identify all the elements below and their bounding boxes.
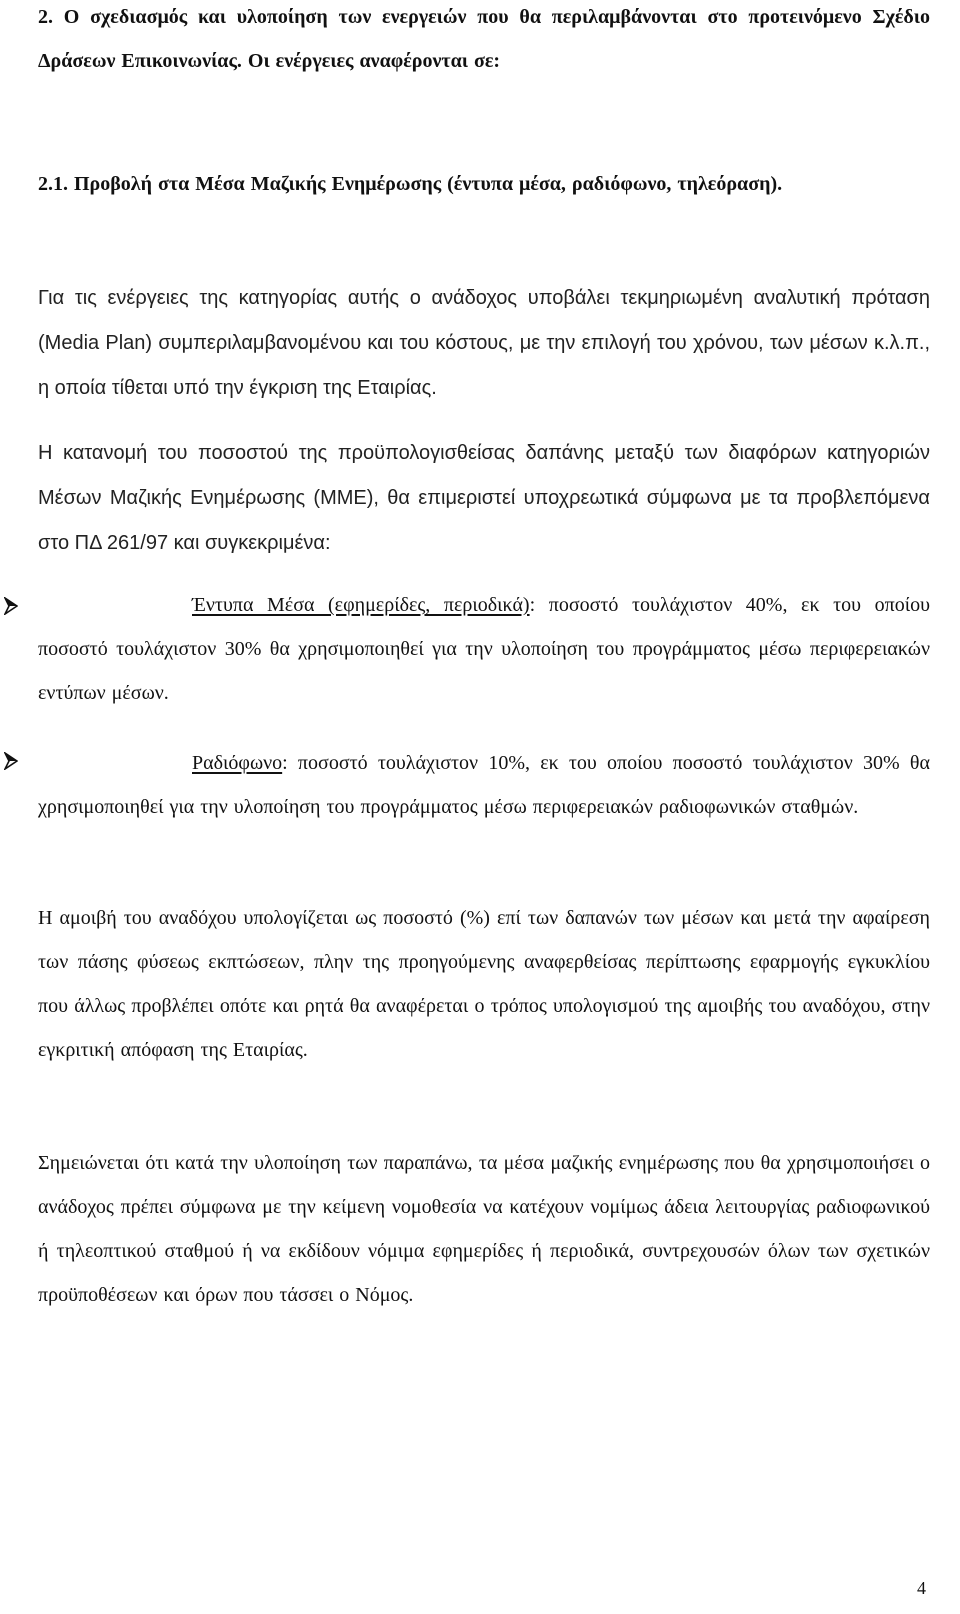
bullet-radio <box>38 741 930 829</box>
allocation-paragraph: Η κατανομή του ποσοστού της προϋπολογισθείσας δαπάνης μεταξύ των διαφόρων κατηγοριών Μέσων Μαζικής Ενημέρωσης (ΜΜΕ), θα επιμεριστεί υποχρεωτικά σύμφωνα με τα προβλεπόμενα στο ΠΔ 261/97 και συγκεκριμένα: <box>38 442 930 554</box>
remuneration-paragraph: Η αμοιβή του αναδόχου υπολογίζεται ως ποσοστό (%) επί των δαπανών των μέσων και μετά την αφαίρεση των πάσης φύσεως εκπτώσεων, πλην της προηγούμενης αναφερθείσας περίπτωσης εφαρμογής εγκυκλίου που άλλως προβλέπει οπότε και ρητά θα αναφέρεται ο τρόπος υπολογισμού της αμοιβής του αναδόχου, στην εγκριτική απόφαση της Εταιρίας. <box>38 907 930 1061</box>
section-2-1-heading: 2.1. Προβολή στα Μέσα Μαζικής Ενημέρωσης (έντυπα μέσα, ραδιόφωνο, τηλεόραση). <box>38 173 783 195</box>
bullet-print-media-label: Έντυπα Μέσα (εφημερίδες, περιοδικά) <box>192 594 530 616</box>
bullet-radio-text: : ποσοστό τουλάχιστον 10%, εκ του οποίου ποσοστό τουλάχιστον 30% θα χρησιμοποιηθεί για την υλοποίηση του προγράμματος μέσω περιφερειακών ραδιοφωνικών σταθμών. <box>38 752 930 818</box>
bullet-radio-label: Ραδιόφωνο <box>192 752 283 774</box>
document-page <box>38 0 930 1614</box>
bullet-print-media-text: : ποσοστό τουλάχιστον 40%, εκ του οποίου ποσοστό τουλάχιστον 30% θα χρησιμοποιηθεί για την υλοποίηση του προγράμματος μέσω περιφερειακών εντύπων μέσων. <box>38 594 930 704</box>
arrowhead-bullet-icon <box>4 752 18 770</box>
section-2-heading: 2. Ο σχεδιασμός και υλοποίηση των ενεργειών που θα περιλαμβάνονται στο προτεινόμενο Σχέδιο Δράσεων Επικοινωνίας. Οι ενέργειες αναφέρονται σε: <box>38 6 930 72</box>
arrowhead-bullet-icon <box>4 597 18 615</box>
bullet-print-media <box>38 583 930 715</box>
media-plan-paragraph: Για τις ενέργειες της κατηγορίας αυτής ο ανάδοχος υποβάλει τεκμηριωμένη αναλυτική πρόταση (Media Plan) συμπεριλαμβανομένου και του κόστους, με την επιλογή του χρόνου, των μέσων κ.λ.π., η οποία τίθεται υπό την έγκριση της Εταιρίας. <box>38 287 930 399</box>
note-paragraph: Σημειώνεται ότι κατά την υλοποίηση των παραπάνω, τα μέσα μαζικής ενημέρωσης που θα χρησιμοποιήσει ο ανάδοχος πρέπει σύμφωνα με την κείμενη νομοθεσία να κατέχουν νομίμως άδεια λειτουργίας ραδιοφωνικού ή τηλεοπτικού σταθμού ή να εκδίδουν νόμιμα εφημερίδες ή περιοδικά, συντρεχουσών όλων των σχετικών προϋποθέσεων και όρων που τάσσει ο Νόμος. <box>38 1152 930 1306</box>
page-number: 4 <box>917 1578 926 1598</box>
